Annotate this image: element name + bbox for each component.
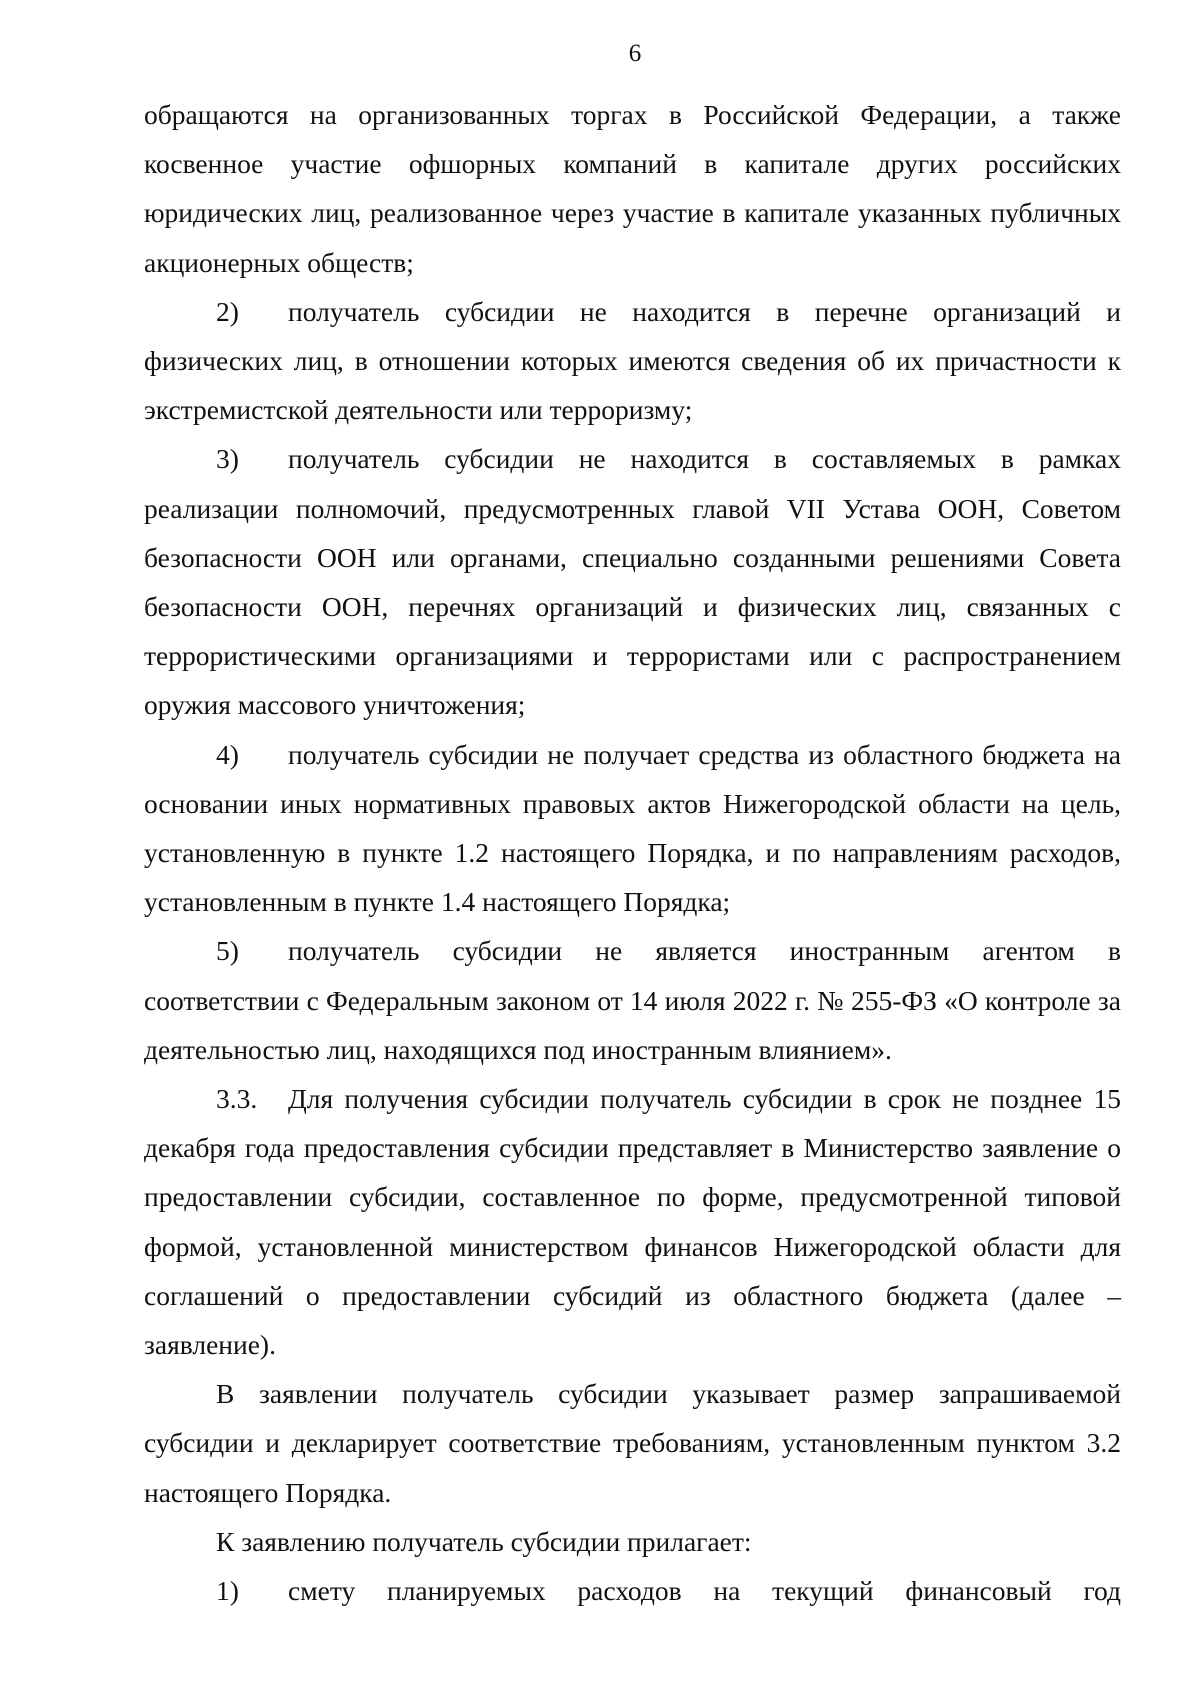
list-item-text: получатель субсидии не находится в перечне организаций и физических лиц, в отношении которых имеются сведения об их причастности к экстремистской деятельности или терроризму; [144,295,1121,426]
list-item-2 [144,287,1121,435]
paragraph-application-content [144,1369,1121,1517]
list-item-number: 4) [216,738,239,770]
clause-number: 3.3. [216,1083,258,1115]
list-item-number: 5) [216,935,239,967]
paragraph-text: К заявлению получатель субсидии прилагает: [216,1525,752,1557]
paragraph-attachments-intro [144,1517,1121,1566]
document-body [144,90,1121,1615]
list-item-text: получатель субсидии не получает средства из областного бюджета на основании иных нормативных правовых актов Нижегородской области на цель, установленную в пункте 1.2 настоящего Порядка, и по направлениям расходов, установленным в пункте 1.4 настоящего Порядка; [144,738,1121,918]
list-item-number: 2) [216,295,239,327]
paragraph-text: обращаются на организованных торгах в Российской Федерации, а также косвенное участие офшорных компаний в капитале других российских юридических лиц, реализованное через участие в капитале указанных публичных акционерных обществ; [144,99,1121,278]
list-item-5 [144,926,1121,1074]
list-item-number: 1) [216,1575,239,1607]
clause-3-3 [144,1074,1121,1369]
list-item-text: получатель субсидии не является иностранным агентом в соответствии с Федеральным законом от 14 июля 2022 г. № 255-ФЗ «О контроле за деятельностью лиц, находящихся под иностранным влиянием». [144,935,1121,1065]
list-item-4 [144,730,1121,927]
page-number: 6 [628,40,642,67]
paragraph-continuation [144,90,1121,287]
clause-text: Для получения субсидии получатель субсидии в срок не позднее 15 декабря года предоставления субсидии представляет в Министерство заявление о предоставлении субсидии, составленное по форме, предусмотренной типовой формой, установленной министерством финансов Нижегородской области для соглашений о предоставлении субсидий из областного бюджета (далее – заявление). [144,1083,1121,1361]
list-item-number: 3) [216,443,239,475]
list-item-text: получатель субсидии не находится в составляемых в рамках реализации полномочий, предусмотренных главой VII Устава ООН, Советом безопасности ООН или органами, специально созданными решениями Совета безопасности ООН, перечнях организаций и физических лиц, связанных с террористическими организациями и террористами или с распространением оружия массового уничтожения; [144,443,1121,721]
paragraph-text: В заявлении получатель субсидии указывает размер запрашиваемой субсидии и декларирует соответствие требованиям, установленным пунктом 3.2 настоящего Порядка. [144,1378,1121,1508]
list-item-3 [144,434,1121,729]
attachment-item-1 [144,1566,1121,1615]
list-item-text: смету планируемых расходов на текущий финансовый год [288,1575,1121,1607]
